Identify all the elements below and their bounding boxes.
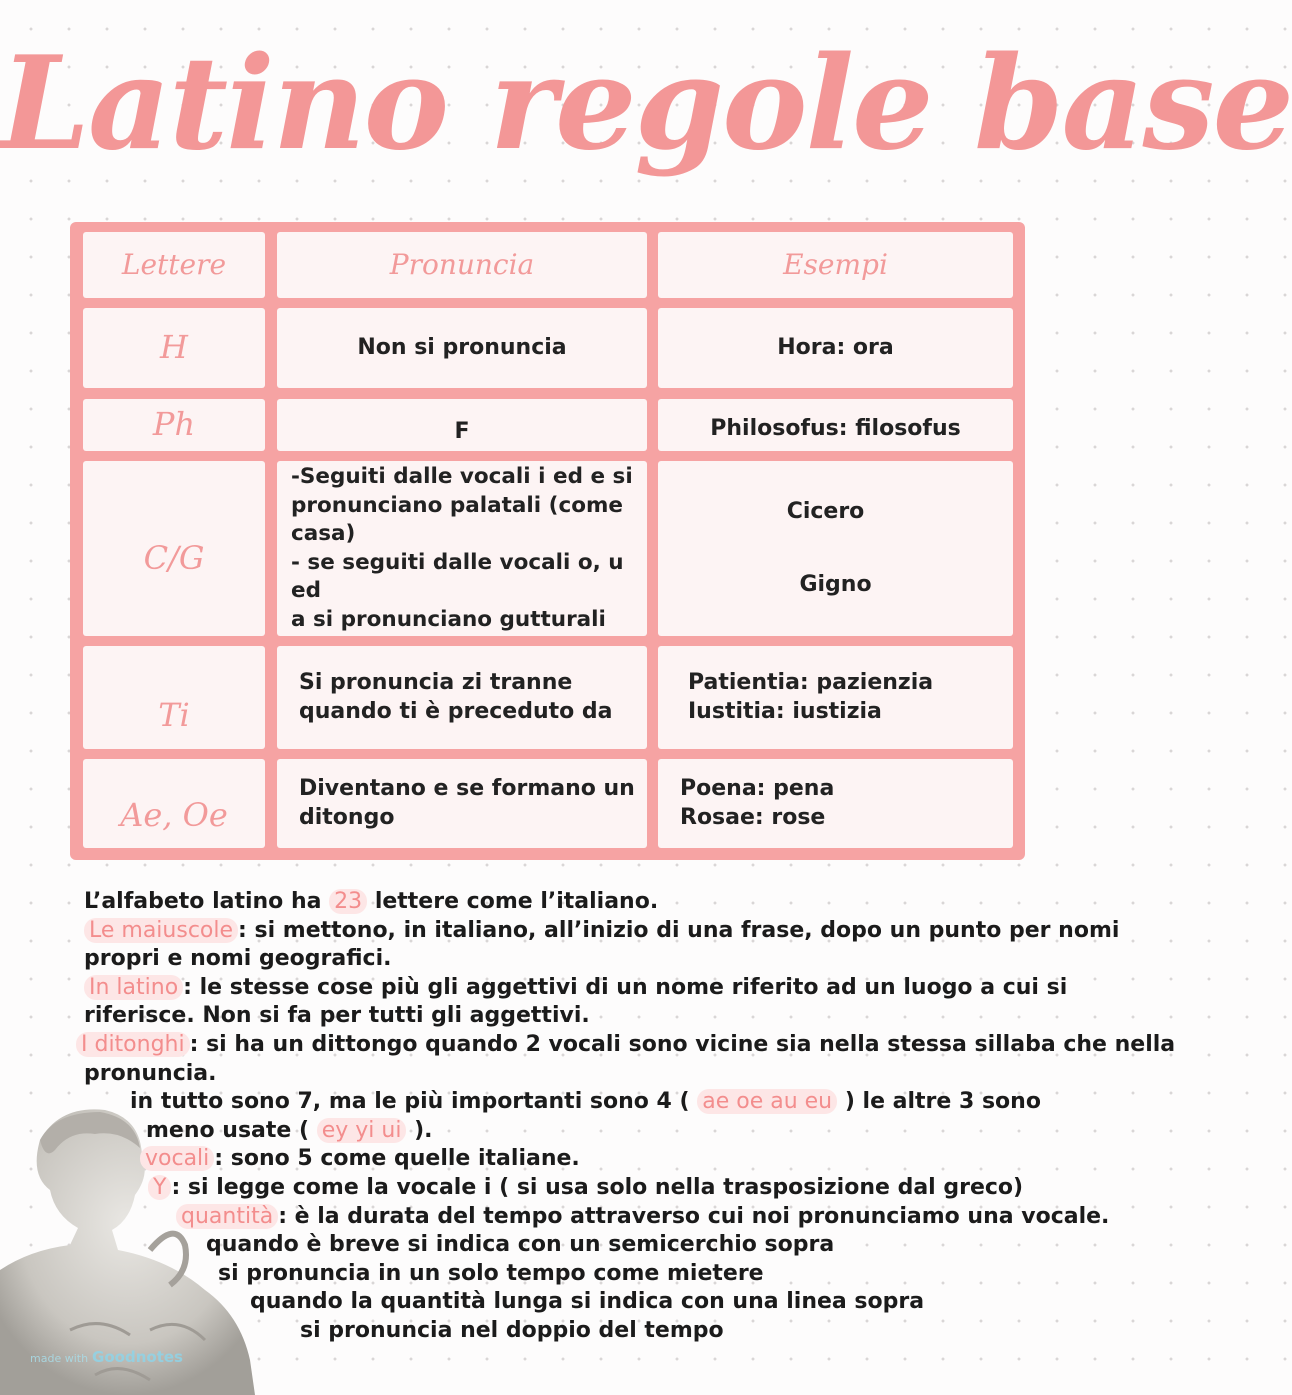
note-line: quando è breve si indica con un semicerchio sopra: [206, 1232, 835, 1258]
watermark-brand: Goodnotes: [92, 1348, 183, 1366]
page-title: Latino regole base: [0, 29, 1292, 179]
letter-ph: Ph: [83, 399, 265, 451]
highlight-dittonghi-principali: ae oe au eu: [697, 1089, 837, 1114]
watermark-prefix: made with: [30, 1352, 89, 1365]
pronuncia-cg-line: casa): [291, 521, 356, 546]
pronuncia-cg: [277, 461, 647, 636]
esempio-poena: Poena: pena: [680, 775, 835, 801]
note-line: quando la quantità lunga si indica con una linea sopra: [250, 1289, 925, 1315]
highlight-quantita: quantità: [176, 1204, 278, 1229]
note-text: : si ha un dittongo quando 2 vocali sono vicine sia nella stessa sillaba che nella: [189, 1031, 1176, 1057]
pronuncia-ti-line: quando ti è preceduto da: [299, 698, 613, 724]
note-line: riferisce. Non si fa per tutti gli aggettivi.: [84, 1003, 590, 1029]
note-line: pronuncia.: [84, 1060, 217, 1086]
pronuncia-cg-line: pronunciano palatali (come: [291, 492, 623, 518]
letter-h: H: [83, 308, 265, 388]
note-line: [84, 1203, 1110, 1232]
note-text: : sono 5 come quelle italiane.: [214, 1146, 580, 1172]
note-text: ).: [414, 1117, 433, 1143]
goodnotes-watermark: [30, 1348, 183, 1366]
header-esempi: Esempi: [658, 232, 1013, 298]
highlight-maiuscole: Le maiuscole: [84, 918, 238, 943]
pronuncia-ae-oe: [277, 759, 647, 848]
note-line: [84, 1088, 1044, 1117]
note-line: [84, 1174, 1044, 1203]
esempi-ti: [658, 646, 1013, 749]
notes-section: [81, 888, 1176, 1346]
highlight-ditonghi: I ditonghi: [76, 1032, 190, 1057]
esempi-h: Hora: ora: [658, 308, 1013, 388]
header-pronuncia: Pronuncia: [277, 232, 647, 298]
note-line: propri e nomi geografici.: [84, 946, 392, 972]
note-line: [84, 917, 1120, 946]
pronuncia-ae-line: ditongo: [299, 804, 395, 830]
esempio-gigno: Gigno: [799, 571, 872, 597]
note-text: L’alfabeto latino ha: [84, 889, 322, 914]
esempi-ae-oe: [658, 759, 1013, 848]
note-text: : si legge come la vocale i ( si usa solo nella trasposizione dal greco): [171, 1174, 1024, 1200]
pronuncia-cg-line: -Seguiti dalle vocali i ed e si: [291, 464, 633, 489]
note-text: in tutto sono 7, ma le più importanti sono 4 (: [130, 1089, 690, 1115]
pronuncia-cg-line: a si pronunciano gutturali: [291, 606, 606, 632]
note-line: [84, 1117, 1044, 1146]
esempio-rosae: Rosae: rose: [680, 804, 826, 830]
esempio-patientia: Patientia: pazienzia: [688, 669, 934, 695]
note-text: ) le altre 3 sono: [844, 1089, 1041, 1115]
highlight-y: Y: [148, 1175, 171, 1200]
highlight-dittonghi-minori: ey yi ui: [317, 1118, 407, 1143]
pronuncia-ae-line: Diventano e se formano un: [299, 775, 635, 801]
esempio-iustitia: Iustitia: iustizia: [688, 698, 882, 724]
letter-cg: C/G: [83, 461, 265, 636]
rules-table: [70, 222, 1025, 860]
esempi-ph: Philosofus: filosofus: [658, 399, 1013, 451]
esempi-cg: [658, 461, 1013, 636]
note-line: [84, 974, 1068, 1003]
pronuncia-cg-line: - se seguiti dalle vocali o, u ed: [291, 549, 624, 603]
letter-ae-oe: Ae, Oe: [83, 759, 265, 848]
esempio-cicero: Cicero: [786, 498, 865, 524]
note-text: : le stesse cose più gli aggettivi di un nome riferito ad un luogo a cui si: [183, 974, 1068, 1000]
note-text: : si mettono, in italiano, all’inizio di una frase, dopo un punto per nomi: [238, 917, 1120, 943]
note-text: meno usate (: [146, 1117, 310, 1143]
highlight-in-latino: In latino: [84, 975, 183, 1000]
pronuncia-ti-line: Si pronuncia zi tranne: [299, 669, 573, 695]
note-line: si pronuncia in un solo tempo come mietere: [218, 1260, 764, 1286]
pronuncia-h: Non si pronuncia: [277, 308, 647, 388]
note-text: lettere come l’italiano.: [374, 889, 659, 914]
note-line: [76, 1031, 1176, 1060]
note-line: si pronuncia nel doppio del tempo: [300, 1317, 724, 1343]
letter-ti: Ti: [83, 646, 265, 749]
highlight-23: 23: [329, 889, 367, 914]
note-line: [84, 1145, 1044, 1174]
pronuncia-ti: [277, 646, 647, 749]
note-line: [84, 888, 1044, 917]
note-text: : è la durata del tempo attraverso cui noi pronunciamo una vocale.: [278, 1203, 1110, 1229]
pronuncia-ph: F: [277, 399, 647, 451]
highlight-vocali: vocali: [140, 1146, 214, 1171]
header-lettere: Lettere: [83, 232, 265, 298]
